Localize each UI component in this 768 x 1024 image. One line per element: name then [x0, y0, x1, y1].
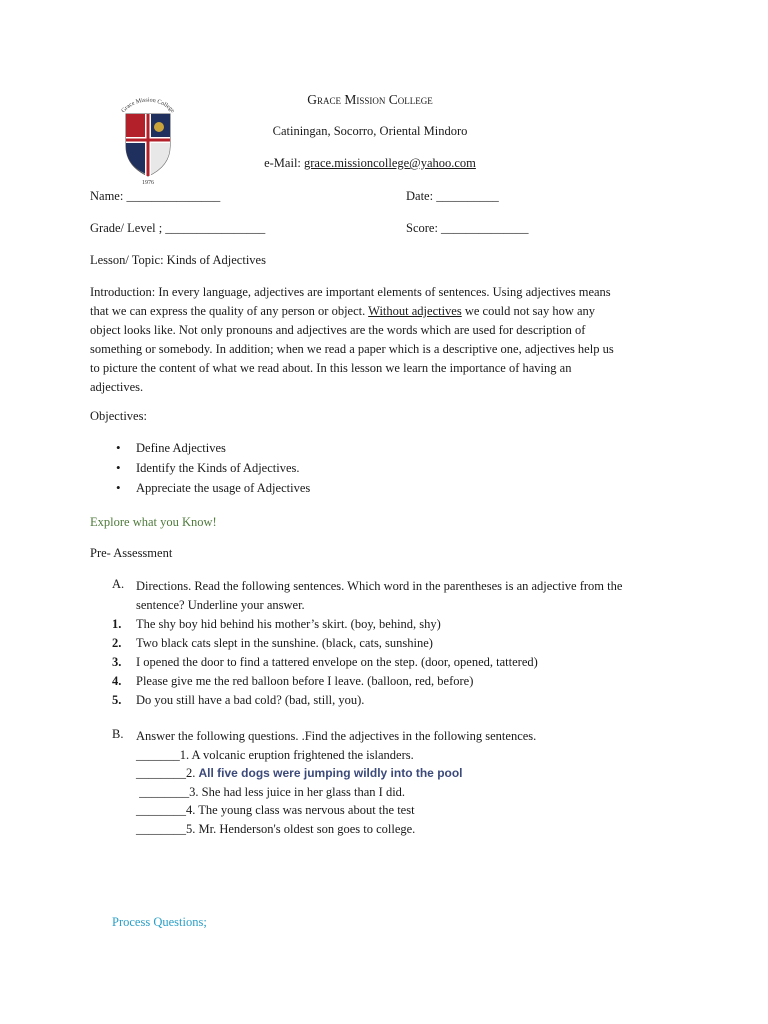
lesson-topic: Lesson/ Topic: Kinds of Adjectives: [90, 253, 266, 267]
objectives-heading: Objectives:: [90, 409, 147, 423]
list-item: 4. Please give me the red balloon before I leave. (balloon, red, before): [112, 674, 474, 688]
directions-line: Directions. Read the following sentences. Which word in the parentheses is an adjective from the: [136, 579, 623, 593]
date-field: Date: __________: [406, 189, 499, 203]
question-line: ________3. She had less juice in her glass than I did.: [136, 784, 406, 799]
email-link[interactable]: grace.missioncollege@yahoo.com: [304, 156, 476, 170]
school-address: Catiningan, Socorro, Oriental Mindoro: [272, 124, 468, 138]
objective-item: • Define Adjectives: [112, 438, 310, 458]
question-line: _______1. A volcanic eruption frightened the islanders.: [136, 747, 414, 762]
pre-assessment-heading: Pre- Assessment: [90, 546, 173, 560]
bold-question-text: All five dogs were jumping wildly into the pool: [198, 766, 463, 780]
list-item: 5. Do you still have a bad cold? (bad, still, you).: [112, 693, 365, 707]
grade-field: Grade/ Level ; ________________: [90, 221, 266, 235]
part-b-marker: B.: [112, 727, 124, 741]
logo-year: 1976: [142, 180, 154, 186]
list-item: 1. The shy boy hid behind his mother’s skirt. (boy, behind, shy): [112, 617, 441, 631]
school-logo: [108, 96, 188, 186]
score-field: Score: ______________: [406, 221, 529, 235]
intro-line: object looks like. Not only pronouns and adjectives are the words which are used for description of: [90, 323, 586, 337]
objective-item: • Identify the Kinds of Adjectives.: [112, 458, 310, 478]
objective-item: • Appreciate the usage of Adjectives: [112, 478, 310, 498]
part-b-block: [136, 727, 536, 838]
email-label: e-Mail:: [264, 156, 305, 170]
introduction: [90, 283, 680, 397]
email-line: [200, 156, 540, 171]
part-a-items: [112, 615, 538, 710]
process-questions-heading: Process Questions;: [112, 915, 207, 929]
logo-arc-text: Grace Mission College: [120, 97, 176, 115]
part-b-heading: Answer the following questions. .Find the adjectives in the following sentences.: [136, 729, 537, 743]
intro-line: adjectives.: [90, 380, 144, 394]
intro-line: something or somebody. In addition; when we read a paper which is a descriptive one, adjectives help us: [90, 342, 614, 356]
objectives-list: [112, 438, 310, 498]
explore-heading: Explore what you Know!: [90, 515, 217, 529]
school-name: Grace Mission College: [307, 92, 433, 107]
intro-line: that we can express the quality of any person or object. Without adjectives we could not say how any: [90, 304, 596, 318]
name-field: Name: _______________: [90, 189, 221, 203]
part-a-directions: [136, 577, 696, 615]
intro-line: Introduction: In every language, adjectives are important elements of sentences. Using adjectives means: [90, 285, 611, 299]
list-item: 3. I opened the door to find a tattered envelope on the step. (door, opened, tattered): [112, 655, 538, 669]
part-a-marker: A.: [112, 577, 125, 591]
list-item: 2. Two black cats slept in the sunshine. (black, cats, sunshine): [112, 636, 433, 650]
question-line: ________4. The young class was nervous about the test: [136, 803, 415, 817]
question-line: ________5. Mr. Henderson's oldest son goes to college.: [136, 821, 416, 836]
underlined-phrase: Without adjectives: [368, 304, 462, 318]
directions-line: sentence? Underline your answer.: [136, 598, 305, 612]
question-line: ________2. All five dogs were jumping wildly into the pool: [136, 766, 463, 780]
intro-line: to picture the content of what we read about. In this lesson we learn the importance of having an: [90, 361, 572, 375]
